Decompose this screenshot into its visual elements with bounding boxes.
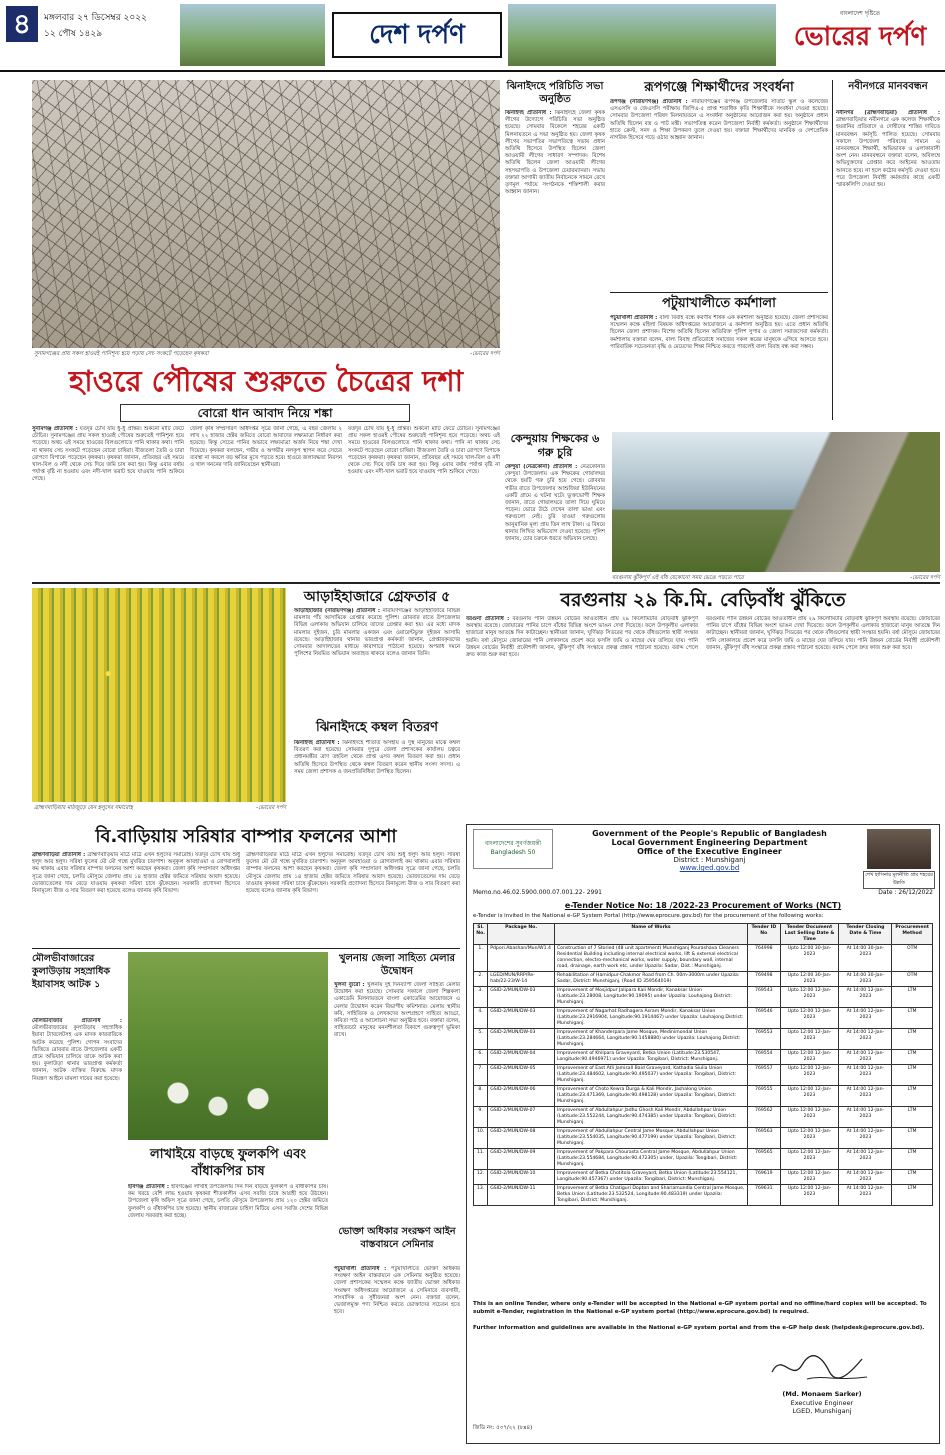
rupganj-headline: রূপগঞ্জে শিক্ষার্থীদের সংবর্ধনা: [644, 80, 794, 95]
date-gregorian: মঙ্গলবার ২৭ ডিসেম্বর ২০২২: [44, 13, 147, 23]
col-header: Tender ID No: [748, 924, 781, 945]
tender-table-cell: Improvement of Khilpara Graveyard, Betka Union (Latitude:23.530547, Longitude:90.4946971) under Upazila: Tongibari, District: Munshiganj.: [554, 1050, 747, 1065]
consumer-article: [334, 1266, 460, 1442]
tender-table-cell: GSID-2/MUN/DW-04: [488, 1050, 555, 1065]
col-header: Name of Works: [554, 924, 747, 945]
cauliflower-field-photo: [128, 952, 328, 1140]
jhenaidah-meeting-headline: ঝিনাইদহে পরিচিতি সভা অনুষ্ঠিত: [506, 81, 604, 105]
dept-line: Local Government Engineering Department: [611, 838, 808, 847]
moulvibazar-byline: মৌলভীবাজার প্রতিনিধি :: [32, 1018, 122, 1024]
tender-table-cell: GSID-2/MUN/DW-03: [488, 987, 555, 1008]
jhenaidah-meeting-body: ঝিনাইদহে জেলা কৃষক লীগের উদ্যোগে পরিচিতি সভা অনুষ্ঠিত হয়েছে। সোমবার বিকেলে শহরের একটি মিলনায়তনে এ সভা অনুষ্ঠিত হয়। জেলা কৃষক লীগের সভাপতির সভাপতিত্বে সভায় প্রধান অতিথি হিসেবে উপস্থিত ছিলেন জেলা আওয়ামী লীগের সাধারণ সম্পাদক। বিশেষ অতিথি ছিলেন জেলা আওয়ামী লীগের সহসভাপতি ও উপজেলা চেয়ারম্যানরা। সভায় বক্তারা আগামী জাতীয় নির্বাচনকে সামনে রেখে তৃণমূল পর্যায়ে সংগঠনকে শক্তিশালী করার আহ্বান জানান।: [505, 110, 605, 196]
tender-table-row: [474, 1128, 933, 1149]
barguna-body: বরগুনায় পানি উন্নয়ন বোর্ডের আওতাধীন প্রায় ২৯ কিলোমিটার বেড়িবাঁধ ঝুঁকিপূর্ণ অবস্থায় রয়েছে। জোয়ারের পানির চাপে বাঁধের বিভিন্ন অংশে ভাঙন দেখা দিয়েছে। ফলে উপকূলীয় এলাকার হাজারো মানুষ আতঙ্কে দিন কাটাচ্ছেন। স্থানীয়রা জানান, ঘূর্ণিঝড় সিডরের পর থেকে বাঁধগুলোর স্থায়ী সংস্কার হয়নি। বর্ষা মৌসুমে জোয়ারের পানি লোকালয়ে প্রবেশ করে ফসলি জমি ও মাছের ঘের তলিয়ে যায়। পানি উন্নয়ন বোর্ডের নির্বাহী প্রকৌশলী জানান, ঝুঁকিপূর্ণ বাঁধ সংস্কারে প্রকল্প প্রস্তাব পাঠানো হয়েছে। বরাদ্দ পেলে দ্রুত কাজ শুরু করা হবে।: [466, 616, 698, 659]
tender-table-cell: LTM: [892, 1185, 933, 1206]
tender-table-cell: 769631: [748, 1185, 781, 1206]
tender-table-cell: GSID-2/MUN/DW-03: [488, 1029, 555, 1050]
tender-table-cell: At 14:00 12-Jan-2023: [839, 1170, 892, 1185]
tender-table-cell: 9.: [474, 1107, 488, 1128]
tender-table-row: [474, 1185, 933, 1206]
tender-table-cell: 1.: [474, 945, 488, 972]
rupganj-article: [610, 99, 828, 289]
nabinagar-byline: নবীনগর (ব্রাহ্মণবাড়িয়া) প্রতিনিধি :: [836, 110, 940, 116]
tender-table-cell: 769563: [748, 1128, 781, 1149]
tender-table-cell: LTM: [892, 1107, 933, 1128]
tender-table-cell: OTM: [892, 972, 933, 987]
tender-table-row: [474, 1107, 933, 1128]
tender-table-cell: GSID-2/MUN/DW-07: [488, 1107, 555, 1128]
tender-table-cell: Upto 12:00 12-Jan-2023: [780, 1128, 839, 1149]
tender-table-cell: Improvement of Abdullahpur Central Jame Mosque, Abdullahpur Union (Latitude:23.554035, Longitude:90.477199) under Upazila: Tongibari, District: Munshiganj.: [554, 1128, 747, 1149]
col-header: Package No.: [488, 924, 555, 945]
tender-table-body: [474, 945, 933, 1206]
nabinagar-article: [836, 110, 940, 420]
tender-table-cell: LTM: [892, 1086, 933, 1107]
tender-table-cell: 3.: [474, 987, 488, 1008]
slogan-box: শেখ হাসিনার মূলনীতি গ্রাম শহরের উন্নতি: [863, 871, 935, 889]
tender-footer-2: Further information and guidelines are available in the National e-GP system portal and from the e-GP help desk (helpdesk@eprocure.gov.bd).: [473, 1325, 925, 1331]
jhenaidah-blanket-article: [294, 740, 460, 820]
tender-table-cell: Improvement of Betka Chotitola Graveyard, Betka Union (Latitude:23.554121, Longitude:90.457367) under Upazila: Tongibari, District: Munshiganj.: [554, 1170, 747, 1185]
tender-table-cell: Pdpori.Abashan/Mun/W1.4: [488, 945, 555, 972]
tender-table-cell: LTM: [892, 1065, 933, 1086]
tender-table-cell: 8.: [474, 1086, 488, 1107]
tender-table-cell: At 14:00 12-Jan-2023: [839, 1086, 892, 1107]
mustard-body: ব্রাহ্মণবাড়িয়ার মাঠে মাঠে এখন হলুদের সমারোহ। যতদূর চোখ যায় শুধু হলুদ আর হলুদ। সরিষা ফুলের মৌ মৌ গন্ধে মুখরিত চারপাশ। অনুকূল আবহাওয়া ও রোগবালাই কম থাকায় এবার সরিষার বাম্পার ফলনের আশা করছেন কৃষকরা। জেলা কৃষি সম্প্রসারণ অধিদপ্তর সূত্রে জানা গেছে, চলতি মৌসুমে জেলায় প্রায় ১৪ হাজার হেক্টর জমিতে সরিষার আবাদ হয়েছে। ভোজ্যতেলের দাম বেড়ে যাওয়ায় কৃষকরা সরিষা চাষে ঝুঁকেছেন। সরকারি প্রণোদনা হিসেবে বিনামূল্যে বীজ ও সার বিতরণ করা হয়েছে বলেও জানায় কৃষি বিভাগ।: [32, 852, 240, 895]
patuakhali-body: বাল্য বিবাহ বন্ধে করণীয় শীর্ষক এক কর্মশালা অনুষ্ঠিত হয়েছে। জেলা প্রশাসকের সম্মেলন কক্ষে মহিলা বিষয়ক অধিদপ্তরের আয়োজনে এ কর্মশালা অনুষ্ঠিত হয়। এতে প্রধান অতিথি ছিলেন জেলা প্রশাসক। বিশেষ অতিথি ছিলেন অতিরিক্ত পুলিশ সুপার ও জেলা সমাজসেবা কর্মকর্তা। কর্মশালায় বক্তারা বলেন, বাল্য বিবাহ প্রতিরোধে সমাজের সকল স্তরের মানুষকে এগিয়ে আসতে হবে। পারিবারিক সচেতনতা বৃদ্ধি ও মেয়েদের শিক্ষা নিশ্চিত করতে পারলেই বাল্য বিবাহ বন্ধ করা সম্ভব।: [610, 315, 828, 350]
haor-byline: সুনামগঞ্জ প্রতিনিধি :: [32, 426, 78, 432]
tender-table-row: [474, 1086, 933, 1107]
tender-table-cell: Upto 12:00 12-Jan-2023: [780, 1107, 839, 1128]
tender-table-cell: GSID-2/MUN/DW-11: [488, 1185, 555, 1206]
jhenaidah-blanket-body: ঝিনাইদহে শীতার্ত অসহায় ও দুস্থ মানুষের মাঝে কম্বল বিতরণ করা হয়েছে। সোমবার দুপুরে জেলা প্রশাসকের কার্যালয় চত্বরে প্রধানমন্ত্রীর ত্রাণ তহবিল থেকে প্রাপ্ত এসব কম্বল বিতরণ করা হয়। প্রধান অতিথি হিসেবে উপস্থিত থেকে কম্বল বিতরণ করেন স্থানীয় সংসদ সদস্য। এ সময় জেলা প্রশাসক ও জনপ্রতিনিধিরা উপস্থিত ছিলেন।: [294, 740, 460, 775]
tender-header: [557, 829, 862, 872]
haor-article-col3: [348, 426, 500, 576]
consumer-byline: পটুয়াখালী প্রতিনিধি :: [334, 1266, 387, 1272]
signatory-office: LGED, Munshiganj: [792, 1407, 852, 1415]
patuakhali-article: [610, 315, 828, 427]
rupganj-body: নারায়ণগঞ্জের রূপগঞ্জ উপজেলার সাতটি স্কুল ও কলেজের এসএসসি ও জেএসসি পরীক্ষায় জিপিএ-৫ প্রাপ্ত শতাধিক কৃতি শিক্ষার্থীকে সংবর্ধনা দেওয়া হয়েছে। সোমবার উপজেলা পরিষদ মিলনায়তনে এ সংবর্ধনা অনুষ্ঠানের আয়োজন করা হয়। অনুষ্ঠানে প্রধান অতিথি ছিলেন বস্ত্র ও পাট মন্ত্রী। সভাপতিত্ব করেন উপজেলা নির্বাহী কর্মকর্তা। অনুষ্ঠানে শিক্ষার্থীদের হাতে ক্রেস্ট, সনদ ও শিক্ষা উপকরণ তুলে দেওয়া হয়। বক্তারা শিক্ষার্থীদের মানবিক ও দেশপ্রেমিক নাগরিক হিসেবে গড়ে ওঠার আহ্বান জানান।: [610, 99, 828, 142]
tender-table-cell: Improvement of Khanderpara Jame Mosque, Medinimondal Union (Latitude:23.284664, Longitude:90.1458880) under Upazila: Louhajong District: Munshiganj.: [554, 1029, 747, 1050]
tender-table-header-row: [474, 924, 933, 945]
lakhai-headline: লাখাইয়ে বাড়ছে ফুলকপি এবং বাঁধাকপির চাষ: [150, 1147, 306, 1179]
tender-table-cell: LGED/MUN/RRP/Re-hab/22-23/W-14: [488, 972, 555, 987]
araihazar-body: নারায়ণগঞ্জের আড়াইহাজারে বিভিন্ন মামলার পাঁচ আসামিকে গ্রেপ্তার করেছে পুলিশ। রোববার রাতে উপজেলার বিভিন্ন এলাকায় অভিযান চালিয়ে তাদের গ্রেপ্তার করা হয়। এর মধ্যে মাদক মামলার দুইজন, চুরি মামলার একজন এবং ওয়ারেন্টভুক্ত দুইজন আসামি রয়েছে। আড়াইহাজার থানার ভারপ্রাপ্ত কর্মকর্তা জানান, গ্রেপ্তারকৃতদের সোমবার আদালতের মাধ্যমে কারাগারে পাঠানো হয়েছে। অপরাধ দমনে পুলিশের নিয়মিত অভিযান অব্যাহত থাকবে বলেও জানান তিনি।: [294, 608, 460, 658]
nabinagar-body: ব্রাহ্মণবাড়িয়ার নবীনগরে এক কলেজ শিক্ষার্থীকে হয়রানির প্রতিবাদে ও দোষীদের শাস্তির দাবিতে মানববন্ধন কর্মসূচি পালিত হয়েছে। সোমবার সকালে উপজেলা পরিষদের সামনে এ মানববন্ধনে শিক্ষার্থী, অভিভাবক ও এলাকাবাসী অংশ নেন। মানববন্ধনে বক্তারা বলেন, অবিলম্বে অভিযুক্তদের গ্রেপ্তার করে আইনের আওতায় আনতে হবে। না হলে কঠোর কর্মসূচি দেওয়া হবে। পরে উপজেলা নির্বাহী কর্মকর্তার কাছে একটি স্মারকলিপি দেওয়া হয়।: [836, 117, 940, 189]
tender-table-cell: 7.: [474, 1065, 488, 1086]
tender-table-row: [474, 987, 933, 1008]
tender-table-cell: 5.: [474, 1029, 488, 1050]
khulna-body: খুলনায় দুই দিনব্যাপী জেলা সাহিত্য মেলার উদ্বোধন করা হয়েছে। সোমবার সকালে জেলা শিল্পকলা একাডেমি মিলনায়তনে বাংলা একাডেমির আয়োজনে এ মেলার উদ্বোধন করেন বিভাগীয় কমিশনার। মেলায় স্থানীয় কবি, সাহিত্যিক ও লেখকদের অংশগ্রহণে সাহিত্য আড্ডা, কবিতা পাঠ ও আলোচনা সভা অনুষ্ঠিত হবে। বক্তারা বলেন, সাহিত্যচর্চা মানুষের মননশীলতা বিকাশে গুরুত্বপূর্ণ ভূমিকা রাখে।: [334, 982, 460, 1039]
rupganj-byline: রূপগঞ্জ (নারায়ণগঞ্জ) প্রতিনিধি :: [610, 99, 688, 105]
tender-table-cell: 6.: [474, 1050, 488, 1065]
haor-body-part1-repeat: যতদূর চোখ যায় ধু-ধু প্রান্তর। শুকনো মাটি ফেটে চৌচির। সুনামগঞ্জের প্রায় সকল হাওরই পৌষের শুরুতেই পানিশূন্য হয়ে পড়েছে। অথচ এই সময়ে হাওরের বিলগুলোতে পানি থাকার কথা। পানি না থাকায় সেচ সংকটে পড়েছেন বোরো চাষিরা। বীজতলা তৈরি ও চারা রোপণে বিপাকে পড়েছেন কৃষকরা। কৃষকরা জানান, প্রতিবছর এই সময়ে খাল-বিল ও নদী থেকে সেচ দিয়ে জমি চাষ করা হয়। কিন্তু এবার বর্ষায় পর্যাপ্ত বৃষ্টি না হওয়ায় এবং নদী-খাল ভরাট হয়ে যাওয়ায় পানি শুকিয়ে গেছে।: [348, 426, 500, 476]
tender-table-cell: GSID-2/MUN/DW-03: [488, 1008, 555, 1029]
moulvibazar-headline: মৌলভীবাজারের কুলাউড়ায় সহস্রাধিক ইয়াবাসহ আটক ১: [32, 953, 111, 990]
tender-table-row: [474, 972, 933, 987]
mustard-body-continued: ব্রাহ্মণবাড়িয়ার মাঠে মাঠে এখন হলুদের সমারোহ। যতদূর চোখ যায় শুধু হলুদ আর হলুদ। সরিষা ফুলের মৌ মৌ গন্ধে মুখরিত চারপাশ। অনুকূল আবহাওয়া ও রোগবালাই কম থাকায় এবার সরিষার বাম্পার ফলনের আশা করছেন কৃষকরা। জেলা কৃষি সম্প্রসারণ অধিদপ্তর সূত্রে জানা গেছে, চলতি মৌসুমে জেলায় প্রায় ১৪ হাজার হেক্টর জমিতে সরিষার আবাদ হয়েছে। ভোজ্যতেলের দাম বেড়ে যাওয়ায় কৃষকরা সরিষা চাষে ঝুঁকেছেন। সরকারি প্রণোদনা হিসেবে বিনামূল্যে বীজ ও সার বিতরণ করা হয়েছে বলেও জানায় কৃষি বিভাগ।: [246, 852, 460, 895]
tender-table-cell: Upto 12:00 12-Jan-2023: [780, 1008, 839, 1029]
tender-table-cell: GSID-2/MUN/DW-09: [488, 1149, 555, 1170]
tender-table-cell: Improvement of Choto Kewra Durga & Kali Mondir, Jashalong Union (Latitude:23.471369, Longitude:90.498128) under Upazila: Tongibari, District: Munshiganj.: [554, 1086, 747, 1107]
tender-table-cell: 12.: [474, 1170, 488, 1185]
tender-table-cell: At 14:00 12-Jan-2023: [839, 1185, 892, 1206]
kendua-headline: কেন্দুয়ায় শিক্ষকের ৬ গরু চুরি: [510, 432, 600, 459]
tender-table-cell: LTM: [892, 1008, 933, 1029]
moulvibazar-article: [32, 1018, 122, 1443]
col-header: Procurement Method: [892, 924, 933, 945]
tender-table-cell: 4.: [474, 1008, 488, 1029]
tender-table-cell: LTM: [892, 1128, 933, 1149]
barguna-byline: বরগুনা প্রতিনিধি :: [466, 616, 510, 622]
tender-table-row: [474, 1008, 933, 1029]
mustard-byline: ব্রাহ্মণবাড়িয়া প্রতিনিধি :: [32, 852, 86, 858]
tender-table-cell: At 14:00 12-Jan-2023: [839, 1128, 892, 1149]
tender-table-cell: Improvement of East Atli Jamisall Baid Graveyard, Kathadia Siulia Union (Latitude:23.484602, Longitude:90.495037) under Upazila: Tongibari, District: Munshiganj.: [554, 1065, 747, 1086]
logo-tagline: বাংলাদেশ দৃষ্টিতে: [839, 10, 881, 17]
tender-table-row: [474, 1065, 933, 1086]
signatory-title: Executive Engineer: [790, 1398, 854, 1407]
haor-headline: হাওরে পৌষের শুরুতে চৈত্রের দশা: [68, 364, 464, 398]
tender-table-cell: Improvement of Nagarhat Radhagera Asram Mondir, Kanaksar Union (Latitude:23.2916904, Longitude:90.1914467) under Upazila: Louhajong District: Munshiganj.: [554, 1008, 747, 1029]
tender-title: e-Tender Notice No: 18 /2022-23 Procurement of Works (NCT): [564, 901, 842, 910]
haor-photo-caption: সুনামগঞ্জের প্রায় সকল হাওরই পানিশূন্য হয়ে পড়ায় সেচ সংকটে পড়েছেন কৃষকরা: [34, 351, 209, 357]
gd-number: জিডি নং: ৫৩৭/২২ (৮x৪): [473, 1425, 533, 1431]
tender-table-cell: GSID-2/MUN/DW-05: [488, 1065, 555, 1086]
mustard-article-col1: [32, 852, 240, 946]
district-line: District : Munshiganj: [673, 856, 746, 864]
masthead-photo-strip-right: [508, 4, 776, 66]
haor-photo: [32, 80, 500, 348]
tender-table-cell: GSID-2/MUN/DW-08: [488, 1128, 555, 1149]
portrait-photo: [867, 829, 931, 869]
tender-intro: e-Tender is invited in the National e-GP System Portal (http://www.eprocure.gov.bd) for the procurement of the following works:: [473, 913, 824, 919]
tender-table-cell: 769543: [748, 987, 781, 1008]
tender-table-cell: At 14:00 12-Jan-2023: [839, 1029, 892, 1050]
tender-table-cell: Improvement of Pakpara Chourasta Central Jame Mosque, Abdullahpur Union (Latitude:23.554684, Longitude:90.472305) under, Upazila: Tongibari, District: Munshiganj.: [554, 1149, 747, 1170]
tender-table-cell: 769562: [748, 1107, 781, 1128]
tender-table-cell: Upto 12:00 30-Jan-2023: [780, 972, 839, 987]
office-line: Office of the Executive Engineer: [637, 847, 782, 856]
tender-table-cell: Construction of 7 Storied (48 unit apartment) Munshiganj Pourashava Cleaners Residential Building including internal electrical works, lift & external electrical connection, electro-mechanical works, water supply, boundary wall, internal road, drainage, earth work etc. under Upazila: Sadar, Dist.: Munshiganj.: [554, 945, 747, 972]
notice-date: Date : 26/12/2022: [878, 889, 933, 896]
tender-table-cell: Upto 12:00 12-Jan-2023: [780, 1029, 839, 1050]
mustard-photo-credit: -ভোরের দর্পণ: [256, 805, 286, 811]
haor-article-col1: [32, 426, 184, 576]
signatory-name: (Md. Monaem Sarker): [782, 1390, 862, 1398]
tender-table-cell: 769565: [748, 1149, 781, 1170]
araihazar-article: [294, 608, 460, 718]
tender-table-wrap: [473, 923, 933, 1206]
tender-table-cell: Upto 12:00 12-Jan-2023: [780, 1086, 839, 1107]
memo-number: Memo.no.46.02.5900.000.07.001.22- 2991: [473, 889, 602, 896]
tender-table-cell: 769554: [748, 1050, 781, 1065]
lakhai-article: [128, 1184, 328, 1442]
tender-table-cell: At 14:00 30-Jan-2023: [839, 972, 892, 987]
tender-table-cell: Rehabilitation of Hamidpur-Chakmor Road from Ch. 00m-3000m under Upazila: Sadar, District: Munshiganj. (Road ID 359564019): [554, 972, 747, 987]
tender-table-cell: 13.: [474, 1185, 488, 1206]
mustard-photo-caption: ব্রাহ্মণবাড়িয়ার মাঠজুড়ে যেন হলুদের সমারোহ: [34, 805, 133, 811]
patuakhali-byline: পটুয়াখালী প্রতিনিধি :: [610, 315, 658, 321]
tender-table-cell: At 14:00 12-Jan-2023: [839, 1008, 892, 1029]
website-link[interactable]: www.lged.gov.bd: [679, 864, 740, 872]
tender-table-cell: At 14:00 12-Jan-2023: [839, 1107, 892, 1128]
tender-table-cell: LTM: [892, 1149, 933, 1170]
tender-table-row: [474, 1029, 933, 1050]
tender-table-row: [474, 1149, 933, 1170]
col-header: Tender Document Last Selling Date & Time: [780, 924, 839, 945]
tender-table-cell: 769498: [748, 972, 781, 987]
tender-table-cell: 769553: [748, 1029, 781, 1050]
mustard-article-col2: [246, 852, 460, 946]
barguna-body-continued: বরগুনায় পানি উন্নয়ন বোর্ডের আওতাধীন প্রায় ২৯ কিলোমিটার বেড়িবাঁধ ঝুঁকিপূর্ণ অবস্থায় রয়েছে। জোয়ারের পানির চাপে বাঁধের বিভিন্ন অংশে ভাঙন দেখা দিয়েছে। ফলে উপকূলীয় এলাকার হাজারো মানুষ আতঙ্কে দিন কাটাচ্ছেন। স্থানীয়রা জানান, ঘূর্ণিঝড় সিডরের পর থেকে বাঁধগুলোর স্থায়ী সংস্কার হয়নি। বর্ষা মৌসুমে জোয়ারের পানি লোকালয়ে প্রবেশ করে ফসলি জমি ও মাছের ঘের তলিয়ে যায়। পানি উন্নয়ন বোর্ডের নির্বাহী প্রকৌশলী জানান, ঝুঁকিপূর্ণ বাঁধ সংস্কারে প্রকল্প প্রস্তাব পাঠানো হয়েছে। বরাদ্দ পেলে দ্রুত কাজ শুরু করা হবে।: [706, 616, 940, 651]
nabinagar-headline: নবীনগরে মানববন্ধন: [848, 81, 928, 92]
haor-article-col2: [190, 426, 342, 576]
khulna-byline: খুলনা ব্যুরো :: [334, 982, 365, 988]
araihazar-byline: আড়াইহাজার (নারায়ণগঞ্জ) প্রতিনিধি :: [294, 608, 381, 614]
tender-table: [473, 923, 933, 1206]
khulna-headline: খুলনায় জেলা সাহিত্য মেলার উদ্বোধন: [338, 953, 456, 977]
tender-table-cell: At 14:00 12-Jan-2023: [839, 1149, 892, 1170]
lakhai-body: হবিগঞ্জের লাখাই উপজেলায় দিন দিন বাড়ছে ফুলকপি ও বাঁধাকপির চাষ। কম খরচে বেশি লাভ হওয়ায় কৃষকরা শীতকালীন এসব সবজি চাষে আগ্রহী হয়ে উঠছেন। উপজেলা কৃষি অফিস সূত্রে জানা গেছে, চলতি মৌসুমে উপজেলায় প্রায় ১২০ হেক্টর জমিতে ফুলকপি ও বাঁধাকপির চাষ হয়েছে। স্থানীয় বাজারের চাহিদা মিটিয়ে এসব সবজি দেশের বিভিন্ন জেলায় সরবরাহ করা হচ্ছে।: [128, 1184, 328, 1219]
column-divider: [832, 80, 833, 420]
tender-table-cell: 764998: [748, 945, 781, 972]
section-divider: [32, 582, 940, 584]
col-header: Sl. No.: [474, 924, 488, 945]
tender-table-cell: Upto 12:00 30-Jan-2023: [780, 945, 839, 972]
tender-table-cell: Upto 12:00 12-Jan-2023: [780, 1185, 839, 1206]
tender-table-cell: 769619: [748, 1170, 781, 1185]
bangladesh-50-logo: বাংলাদেশের সুবর্ণজয়ন্তী Bangladesh 50: [473, 829, 553, 869]
consumer-body: পটুয়াখালীতে ভোক্তা অধিকার সংরক্ষণ আইন বাস্তবায়নে এক সেমিনার অনুষ্ঠিত হয়েছে। জেলা প্রশাসকের সম্মেলন কক্ষে জাতীয় ভোক্তা অধিকার সংরক্ষণ অধিদপ্তরের আয়োজনে এ সেমিনারে ব্যবসায়ী, সাংবাদিক ও সুধীজনরা অংশ নেন। বক্তারা বলেন, ভেজালমুক্ত পণ্য নিশ্চিত করতে ভোক্তাদের সচেতন হতে হবে।: [334, 1266, 460, 1316]
tender-table-cell: 11.: [474, 1149, 488, 1170]
tender-table-cell: LTM: [892, 987, 933, 1008]
patuakhali-headline: পটুয়াখালীতে কর্মশালা: [662, 296, 776, 311]
section-title: দেশ দর্পণ: [332, 12, 502, 58]
signatory-block: [737, 1390, 907, 1416]
tender-table-cell: At 14:00 12-Jan-2023: [839, 1065, 892, 1086]
tender-table-cell: Improvement of Betka Chatiguri Dopton and Shariamundia Central Jame Mosque, Betka Union (Latitude:23.532524, Longitude:90.483319) under Upazila: Tongibari, District: Munshiganj.: [554, 1185, 747, 1206]
barguna-embankment-photo: [612, 432, 940, 572]
date-bangla: ১২ পৌষ ১৪২৯: [44, 29, 103, 39]
tender-notice: [466, 824, 940, 1444]
tender-table-cell: Upto 12:00 12-Jan-2023: [780, 987, 839, 1008]
tender-table-cell: At 14:00 30-Jan-2023: [839, 945, 892, 972]
kendua-byline: কেন্দুয়া (নেত্রকোনা) প্রতিনিধি :: [505, 464, 578, 470]
tender-table-cell: Upto 12:00 12-Jan-2023: [780, 1149, 839, 1170]
tender-table-cell: Upto 12:00 12-Jan-2023: [780, 1050, 839, 1065]
tender-table-row: [474, 945, 933, 972]
tender-table-cell: 2.: [474, 972, 488, 987]
tender-table-cell: At 14:00 12-Jan-2023: [839, 987, 892, 1008]
tender-table-row: [474, 1050, 933, 1065]
jhenaidah-meeting-article: [505, 110, 605, 440]
haor-body-part1: যতদূর চোখ যায় ধু-ধু প্রান্তর। শুকনো মাটি ফেটে চৌচির। সুনামগঞ্জের প্রায় সকল হাওরই পৌষের শুরুতেই পানিশূন্য হয়ে পড়েছে। অথচ এই সময়ে হাওরের বিলগুলোতে পানি থাকার কথা। পানি না থাকায় সেচ সংকটে পড়েছেন বোরো চাষিরা। বীজতলা তৈরি ও চারা রোপণে বিপাকে পড়েছেন কৃষকরা। কৃষকরা জানান, প্রতিবছর এই সময়ে খাল-বিল ও নদী থেকে সেচ দিয়ে জমি চাষ করা হয়। কিন্তু এবার বর্ষায় পর্যাপ্ত বৃষ্টি না হওয়ায় এবং নদী-খাল ভরাট হয়ে যাওয়ায় পানি শুকিয়ে গেছে।: [32, 426, 184, 483]
masthead-photo-strip-left: [180, 4, 325, 66]
lakhai-byline: হবিগঞ্জ প্রতিনিধি :: [128, 1184, 170, 1190]
moulvibazar-body: মৌলভীবাজারের কুলাউড়ায় সহস্রাধিক ইয়াবা ট্যাবলেটসহ এক মাদক কারবারিকে আটক করেছে পুলিশ। গোপন সংবাদের ভিত্তিতে রোববার রাতে উপজেলার একটি গ্রামে অভিযান চালিয়ে তাকে আটক করা হয়। কুলাউড়া থানার ভারপ্রাপ্ত কর্মকর্তা জানান, আটক ব্যক্তির বিরুদ্ধে মাদক নিয়ন্ত্রণ আইনে মামলা দায়ের করা হয়েছে।: [32, 1025, 122, 1082]
barguna-headline: বরগুনায় ২৯ কি.মি. বেড়িবাঁধ ঝুঁকিতে: [560, 589, 846, 611]
jhenaidah-blanket-byline: ঝিনাইদহ প্রতিনিধি :: [294, 740, 340, 746]
barguna-article-col2: [706, 616, 940, 820]
tender-table-cell: 769546: [748, 1008, 781, 1029]
barguna-photo-credit: -ভোরের দর্পণ: [910, 575, 940, 581]
tender-footer-1: This is an online Tender, where only e-Tender will be accepted in the National e-GP system portal and no offline/hard copies will be accepted. To submit e-Tender, registration in the National e-GP system portal (http://www.eprocure.gov.bd) is required.: [473, 1301, 927, 1315]
tender-table-cell: At 14:00 12-Jan-2023: [839, 1050, 892, 1065]
tender-table-cell: LTM: [892, 1029, 933, 1050]
jhenaidah-blanket-headline: ঝিনাইদহে কম্বল বিতরণ: [316, 720, 438, 735]
signature-image: [767, 1347, 877, 1387]
col-header: Tender Closing Date & Time: [839, 924, 892, 945]
barguna-photo-caption: বরগুনায় ঝুঁকিপূর্ণ এই বাঁধ যেকোনো সময় ভেঙে পড়তে পারে: [612, 575, 744, 581]
tender-table-cell: Upto 12:00 12-Jan-2023: [780, 1065, 839, 1086]
newspaper-logo: [780, 6, 940, 62]
haor-body-part2: জেলা কৃষি সম্প্রসারণ অধিদপ্তর সূত্রে জানা গেছে, এ বছর জেলায় ২ লাখ ২২ হাজার হেক্টর জমিতে বোরো আবাদের লক্ষ্যমাত্রা নির্ধারণ করা হয়েছে। কিন্তু সেচের পানির অভাবে লক্ষ্যমাত্রা অর্জন নিয়ে শঙ্কা দেখা দিয়েছে। কৃষকরা বলছেন, গভীর ও অগভীর নলকূপ স্থাপন করে সেচের ব্যবস্থা না করলে বড় ক্ষতির মুখে পড়তে হবে। হাওরে জলাবদ্ধতা নিরসন ও খাল খননের দাবি জানিয়েছেন স্থানীয়রা।: [190, 426, 342, 469]
haor-photo-credit: -ভোরের দর্পণ: [470, 351, 500, 357]
tender-table-cell: 769555: [748, 1086, 781, 1107]
gov-line: Government of the People's Republic of Bangladesh: [592, 829, 827, 838]
tender-table-cell: Improvement of Mosjidpur Jalipara Kali Mondir, Kanaksar Union (Latitude:23.28008, Longitude:90.19095) under Upazila: Louhajong District: Munshiganj.: [554, 987, 747, 1008]
masthead: [0, 0, 945, 72]
haor-subhead: বোরো ধান আবাদ নিয়ে শঙ্কা: [120, 404, 410, 422]
tender-table-cell: 10.: [474, 1128, 488, 1149]
tender-table-row: [474, 1170, 933, 1185]
kendua-body: নেত্রকোনার কেন্দুয়া উপজেলায় এক শিক্ষকের গোয়ালঘর থেকে ছয়টি গরু চুরি হয়ে গেছে। রোববার গভীর রাতে উপজেলার আশুজিয়া ইউনিয়নের একটি গ্রামে এ ঘটনা ঘটে। ভুক্তভোগী শিক্ষক জানান, রাতে গোয়ালঘরে তালা দিয়ে ঘুমিয়ে পড়েন। ভোরে উঠে দেখেন তালা ভাঙা এবং গরুগুলো নেই। চুরি যাওয়া গরুগুলোর আনুমানিক মূল্য প্রায় তিন লাখ টাকা। এ বিষয়ে থানায় লিখিত অভিযোগ দেওয়া হয়েছে। পুলিশ জানায়, চোর চক্রকে ধরতে অভিযান চলছে।: [505, 464, 605, 543]
divider: [32, 948, 460, 949]
logo-text: ভোরের দর্পণ: [793, 22, 927, 52]
tender-table-cell: 769557: [748, 1065, 781, 1086]
barguna-article-col1: [466, 616, 698, 820]
mustard-field-photo: [32, 588, 286, 802]
tender-table-cell: Upto 12:00 12-Jan-2023: [780, 1170, 839, 1185]
tender-table-cell: Improvement of Abdullahpur Jadhu Ghosh Kali Mondir, Abdullahpur Union (Latitude:23.552244, Longitude:90.474385) under Upazila: Tongibari, District: Munshiganj.: [554, 1107, 747, 1128]
tender-table-cell: LTM: [892, 1050, 933, 1065]
tender-table-cell: GSID-2/MUN/DW-06: [488, 1086, 555, 1107]
kendua-article: [505, 464, 605, 574]
divider: [610, 292, 828, 293]
khulna-article: [334, 982, 460, 1222]
tender-table-cell: OTM: [892, 945, 933, 972]
araihazar-headline: আড়াইহাজারে গ্রেফতার ৫: [303, 589, 451, 605]
tender-table-cell: GSID-2/MUN/DW-10: [488, 1170, 555, 1185]
jhenaidah-meeting-byline: ঝিনাইদহ প্রতিনিধি :: [505, 110, 552, 116]
page-number: ৪: [6, 6, 38, 42]
tender-table-cell: LTM: [892, 1170, 933, 1185]
consumer-headline: ভোক্তা অধিকার সংরক্ষণ আইন বাস্তবায়নে সেমিনার: [338, 1226, 456, 1250]
mustard-headline: বি.বাড়িয়ায় সরিষার বাম্পার ফলনের আশা: [95, 826, 397, 847]
